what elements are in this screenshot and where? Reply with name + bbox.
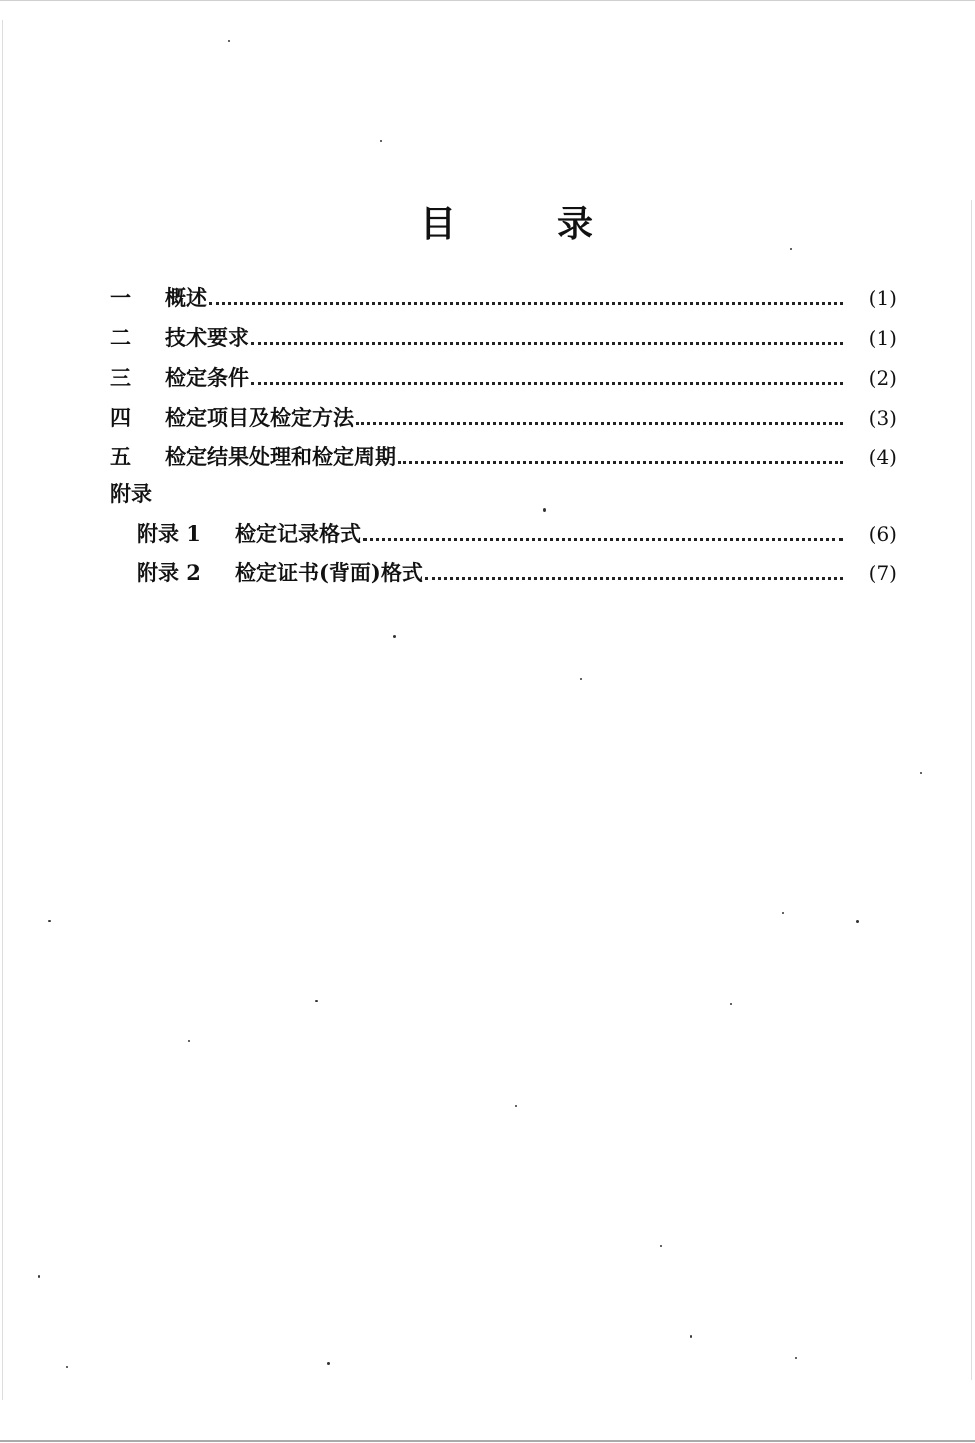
toc-entry-number: 四: [110, 405, 131, 430]
dot-leader: [398, 460, 843, 464]
scan-speck: [515, 1105, 517, 1107]
scan-speck: [856, 920, 859, 923]
scan-speck: [66, 1366, 68, 1368]
appendix-entry-page: (6): [868, 522, 897, 546]
toc-entry-page: (3): [868, 406, 897, 430]
appendix-entry-number: 附录 1: [137, 521, 201, 546]
page-title: [0, 200, 975, 250]
scan-speck: [790, 248, 792, 250]
toc-entry-label: 概述: [165, 285, 207, 310]
title-char-1: 目: [420, 204, 457, 245]
toc-entry-number: 五: [110, 444, 131, 469]
scan-edge-bottom: [0, 1440, 975, 1442]
dot-leader: [356, 421, 843, 425]
scan-speck: [730, 1003, 732, 1005]
dot-leader: [251, 381, 843, 385]
scan-speck: [660, 1245, 662, 1247]
scan-speck: [580, 678, 582, 680]
appendix-entry-label: 检定记录格式: [235, 521, 361, 546]
toc-entry-number: 三: [110, 365, 131, 390]
appendix-entry-number: 附录 2: [137, 560, 201, 585]
scan-speck: [920, 772, 922, 774]
scan-speck: [782, 912, 784, 914]
toc-entry-number: 一: [110, 285, 131, 310]
scan-speck: [48, 920, 51, 922]
scan-speck: [327, 1362, 330, 1365]
toc-entry-2: [110, 322, 897, 352]
appendix-heading: 附录: [110, 481, 152, 506]
toc-entry-number: 二: [110, 325, 131, 350]
dot-leader: [363, 537, 843, 541]
toc-entry-label: 检定结果处理和检定周期: [165, 444, 396, 469]
appendix-entry-2: [137, 557, 897, 587]
title-char-2: 录: [557, 204, 594, 245]
toc-entry-label: 检定条件: [165, 365, 249, 390]
dot-leader: [251, 341, 843, 345]
scan-edge-left: [2, 20, 3, 1400]
scan-speck: [393, 635, 396, 638]
scan-edge-right: [971, 200, 972, 1380]
dot-leader: [209, 301, 843, 305]
toc-entry-1: [110, 282, 897, 312]
scan-speck: [795, 1357, 797, 1359]
scan-speck: [315, 1000, 318, 1002]
toc-entry-4: [110, 402, 897, 432]
dot-leader: [425, 576, 843, 580]
appendix-entry-label: 检定证书(背面)格式: [235, 560, 423, 585]
scan-edge-top: [0, 0, 975, 1]
scan-speck: [380, 140, 382, 142]
scan-speck: [38, 1275, 40, 1278]
toc-entry-page: (2): [868, 366, 897, 390]
toc-entry-label: 技术要求: [165, 325, 249, 350]
appendix-entry-page: (7): [868, 561, 897, 585]
toc-entry-3: [110, 362, 897, 392]
scan-speck: [543, 508, 546, 512]
toc-entry-page: (4): [868, 445, 897, 469]
appendix-entry-1: [137, 518, 897, 548]
toc-entry-5: [110, 441, 897, 471]
scan-speck: [188, 1040, 190, 1042]
scan-speck: [228, 40, 230, 42]
scan-speck: [690, 1335, 692, 1338]
toc-entry-page: (1): [868, 286, 897, 310]
toc-entry-label: 检定项目及检定方法: [165, 405, 354, 430]
toc-entry-page: (1): [868, 326, 897, 350]
